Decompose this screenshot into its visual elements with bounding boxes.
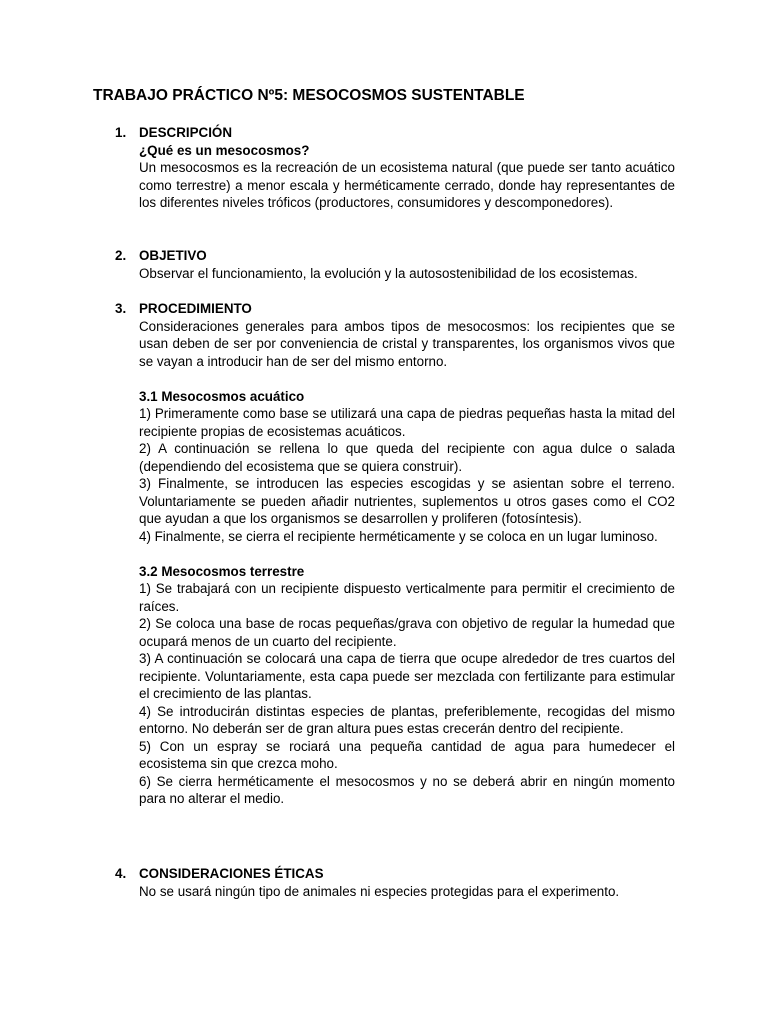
section-number: 4. <box>115 866 127 881</box>
section-heading <box>115 865 675 883</box>
section-title: PROCEDIMIENTO <box>139 301 252 316</box>
step-paragraph: 2) A continuación se rellena lo que queda del recipiente con agua dulce o salada (dependiendo del ecosistema que se quiera construir). <box>139 441 675 474</box>
step-paragraph: 3) A continuación se colocará una capa de tierra que ocupe alrededor de tres cuartos del recipiente. Voluntariamente, esta capa puede ser mezclada con fertilizante para estimular el crecimiento de las plantas. <box>139 651 675 701</box>
step-paragraph: 1) Primeramente como base se utilizará una capa de piedras pequeñas hasta la mitad del recipiente propias de ecosistemas acuáticos. <box>139 406 675 439</box>
step-paragraph: 2) Se coloca una base de rocas pequeñas/grava con objetivo de regular la humedad que ocupará menos de un cuarto del recipiente. <box>139 616 675 649</box>
section-heading <box>115 300 675 318</box>
subsection-heading: 3.1 Mesocosmos acuático <box>139 388 305 404</box>
section-ethical-considerations <box>115 865 675 900</box>
paragraph: No se usará ningún tipo de animales ni especies protegidas para el experimento. <box>139 883 620 899</box>
section-number: 1. <box>115 125 127 140</box>
step-paragraph: 4) Finalmente, se cierra el recipiente herméticamente y se coloca en un lugar luminoso. <box>139 528 658 544</box>
section-body <box>139 142 675 212</box>
section-number: 3. <box>115 301 127 316</box>
section-heading <box>115 247 675 265</box>
section-title: DESCRIPCIÓN <box>139 125 233 140</box>
section-heading <box>115 124 675 142</box>
paragraph: Consideraciones generales para ambos tipos de mesocosmos: los recipientes que se usan deben de ser por conveniencia de cristal y transparentes, los organismos vivos que se vayan a introducir han de ser del mismo entorno. <box>139 318 675 369</box>
step-paragraph: 6) Se cierra herméticamente el mesocosmos y no se deberá abrir en ningún momento para no alterar el medio. <box>139 773 675 806</box>
section-title: OBJETIVO <box>139 248 207 263</box>
document-title: TRABAJO PRÁCTICO Nº5: MESOCOSMOS SUSTENTABLE <box>93 87 525 104</box>
section-objective <box>115 247 675 282</box>
paragraph: Observar el funcionamiento, la evolución y la autosostenibilidad de los ecosistemas. <box>139 265 638 281</box>
section-description <box>115 124 675 212</box>
paragraph: Un mesocosmos es la recreación de un ecosistema natural (que puede ser tanto acuático como terrestre) a menor escala y herméticamente cerrado, donde hay representantes de los diferentes niveles tróficos (productores, consumidores y descomponedores). <box>139 160 675 210</box>
step-paragraph: 4) Se introducirán distintas especies de plantas, preferiblemente, recogidas del mismo entorno. No deberán ser de gran altura pues estas crecerán dentro del recipiente. <box>139 703 675 736</box>
subsection-heading: ¿Qué es un mesocosmos? <box>139 142 310 158</box>
section-body <box>139 883 675 901</box>
step-paragraph: 5) Con un espray se rociará una pequeña cantidad de agua para humedecer el ecosistema sin que crezca moho. <box>139 738 675 771</box>
spacer <box>139 545 675 563</box>
section-number: 2. <box>115 248 127 263</box>
section-body <box>139 265 675 283</box>
subsection-heading: 3.2 Mesocosmos terrestre <box>139 563 305 579</box>
step-paragraph: 1) Se trabajará con un recipiente dispuesto verticalmente para permitir el crecimiento de raíces. <box>139 581 675 614</box>
step-paragraph: 3) Finalmente, se introducen las especies escogidas y se asientan sobre el terreno. Voluntariamente se pueden añadir nutrientes, suplementos u otros gases como el CO2 que ayudan a que los organismos se desarrollen y proliferen (fotosíntesis). <box>139 476 675 526</box>
section-body <box>139 318 675 808</box>
spacer <box>139 370 675 388</box>
section-procedure <box>115 300 675 808</box>
section-title: CONSIDERACIONES ÉTICAS <box>139 866 324 881</box>
